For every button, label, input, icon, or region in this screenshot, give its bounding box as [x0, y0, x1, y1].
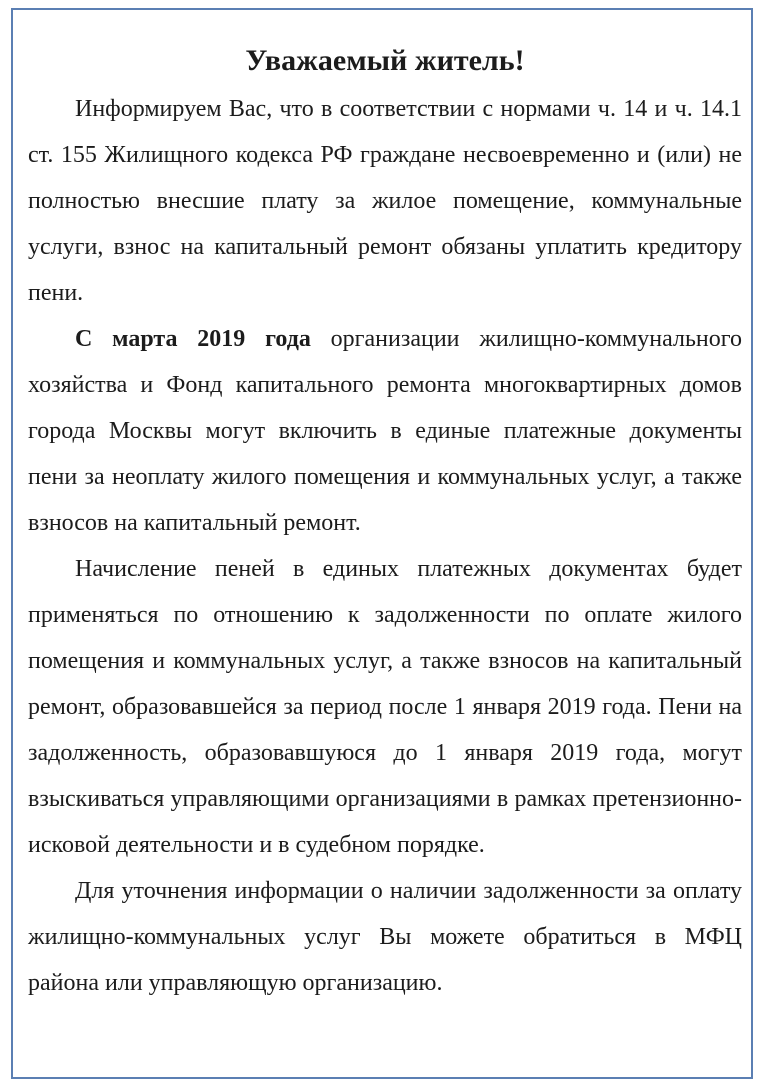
paragraph-3 — [28, 546, 742, 868]
notice-title: Уважаемый житель! — [245, 44, 525, 77]
paragraph-4-text: Для уточнения информации о наличии задолженности за оплату жилищно-коммунальных услуг Вы можете обратиться в МФЦ района или управляющую организацию. — [28, 878, 742, 996]
paragraph-2 — [28, 316, 742, 546]
paragraph-1-text: Информируем Вас, что в соответствии с нормами ч. 14 и ч. 14.1 ст. 155 Жилищного кодекса РФ граждане несвоевременно и (или) не полностью внесшие плату за жилое помещение, коммунальные услуги, взнос на капитальный ремонт обязаны уплатить кредитору пени. — [28, 96, 742, 306]
paragraph-2-lead: С марта 2019 года — [75, 326, 311, 352]
paragraph-4 — [28, 868, 742, 1006]
notice-frame — [11, 8, 753, 1079]
notice-content — [28, 36, 742, 1006]
paragraph-2-text: организации жилищно-коммунального хозяйства и Фонд капитального ремонта многоквартирных домов города Москвы могут включить в единые платежные документы пени за неоплату жилого помещения и коммунальных услуг, а также взносов на капитальный ремонт. — [28, 326, 742, 536]
paragraph-1 — [28, 86, 742, 316]
paragraph-3-text: Начисление пеней в единых платежных документах будет применяться по отношению к задолженности по оплате жилого помещения и коммунальных услуг, а также взносов на капитальный ремонт, образовавшейся за период после 1 января 2019 года. Пени на задолженность, образовавшуюся до 1 января 2019 года, могут взыскиваться управляющими организациями в рамках претензионно-исковой деятельности и в судебном порядке. — [28, 556, 742, 858]
